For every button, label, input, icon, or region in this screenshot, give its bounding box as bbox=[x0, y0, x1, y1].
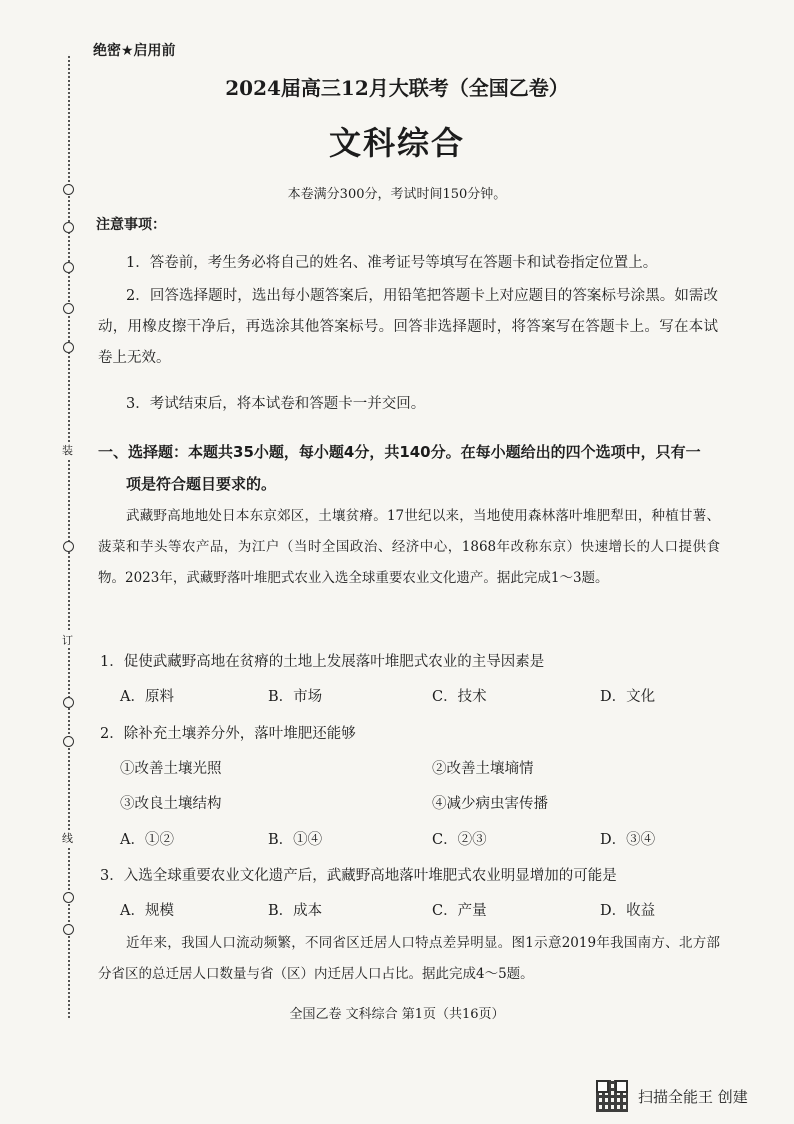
question-stem: 3．入选全球重要农业文化遗产后，武藏野高地落叶堆肥式农业明显增加的可能是 bbox=[100, 868, 617, 884]
option-c: C．产量 bbox=[432, 903, 487, 919]
binding-hole-icon bbox=[63, 303, 74, 314]
confidential-label: 绝密★启用前 bbox=[93, 43, 176, 59]
statement-2: ②改善土壤墒情 bbox=[432, 761, 534, 777]
binding-hole-icon bbox=[63, 541, 74, 552]
option-b: B．市场 bbox=[268, 689, 323, 705]
notice-item: 1．答卷前，考生务必将自己的姓名、准考证号等填写在答题卡和试卷指定位置上。 bbox=[126, 255, 658, 271]
notice-item: 2．回答选择题时，选出每小题答案后，用铅笔把答题卡上对应题目的答案标号涂黑。如需改动，用橡皮擦干净后，再选涂其他答案标号。回答非选择题时，将答案写在答题卡上。写在本试卷上无效。 bbox=[98, 288, 718, 366]
binding-hole-icon bbox=[63, 736, 74, 747]
reading-material: 近年来，我国人口流动频繁，不同省区迁居人口特点差异明显。图1示意2019年我国南方、北方部分省区的总迁居人口数量与省（区）内迁居人口占比。据此完成4～5题。 bbox=[98, 935, 720, 982]
section-heading bbox=[98, 436, 720, 500]
margin-mark-ding: 订 bbox=[62, 634, 73, 647]
statement-1: ①改善土壤光照 bbox=[120, 761, 222, 777]
option-d: D．文化 bbox=[600, 689, 656, 705]
subject-title: 文科综合 bbox=[328, 124, 465, 162]
option-a: A．原料 bbox=[120, 689, 174, 705]
exam-title: 2024届高三12月大联考（全国乙卷） bbox=[225, 76, 569, 100]
scanner-watermark bbox=[596, 1080, 748, 1112]
section-heading-line: 一、选择题：本题共35小题，每小题4分，共140分。在每小题给出的四个选项中，只有一 bbox=[98, 443, 701, 461]
scanner-app-label: 扫描全能王 创建 bbox=[638, 1087, 748, 1106]
option-d: D．收益 bbox=[600, 903, 656, 919]
reading-material: 武藏野高地地处日本东京郊区，土壤贫瘠。17世纪以来，当地使用森林落叶堆肥犁田，种植甘薯、菠菜和芋头等农产品，为江户（当时全国政治、经济中心，1868年改称东京）快速增长的人口提供食物。2023年，武藏野落叶堆肥式农业入选全球重要农业文化遗产。据此完成1～3题。 bbox=[98, 508, 720, 586]
statement-4: ④减少病虫害传播 bbox=[432, 796, 548, 812]
option-c: C．技术 bbox=[432, 689, 487, 705]
binding-hole-icon bbox=[63, 697, 74, 708]
section-heading-line: 项是符合题目要求的。 bbox=[126, 475, 277, 493]
binding-hole-icon bbox=[63, 342, 74, 353]
option-b: B．①④ bbox=[268, 832, 323, 848]
option-b: B．成本 bbox=[268, 903, 323, 919]
option-c: C．②③ bbox=[432, 832, 487, 848]
notice-heading: 注意事项： bbox=[96, 217, 166, 233]
option-d: D．③④ bbox=[600, 832, 656, 848]
option-a: A．①② bbox=[120, 832, 174, 848]
notice-item: 3．考试结束后，将本试卷和答题卡一并交回。 bbox=[126, 396, 426, 412]
binding-hole-icon bbox=[63, 222, 74, 233]
exam-info: 本卷满分300分，考试时间150分钟。 bbox=[287, 187, 507, 202]
binding-hole-icon bbox=[63, 262, 74, 273]
question-stem: 1．促使武藏野高地在贫瘠的土地上发展落叶堆肥式农业的主导因素是 bbox=[100, 654, 545, 670]
option-a: A．规模 bbox=[120, 903, 174, 919]
page-footer: 全国乙卷 文科综合 第1页（共16页） bbox=[289, 1007, 505, 1022]
margin-mark-zhuang: 装 bbox=[62, 444, 73, 457]
question-stem: 2．除补充土壤养分外，落叶堆肥还能够 bbox=[100, 726, 356, 742]
binding-hole-icon bbox=[63, 892, 74, 903]
qr-code-icon bbox=[596, 1080, 628, 1112]
margin-mark-xian: 线 bbox=[62, 832, 73, 845]
statement-3: ③改良土壤结构 bbox=[120, 796, 222, 812]
binding-hole-icon bbox=[63, 924, 74, 935]
